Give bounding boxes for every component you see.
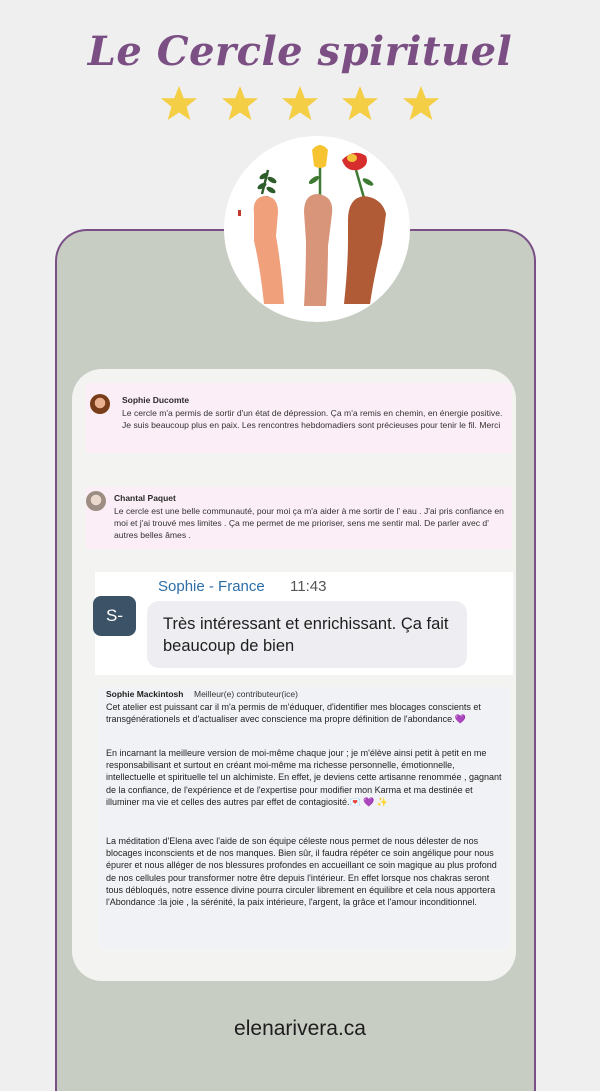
review-card — [86, 383, 512, 453]
page-title: Le Cercle spirituel — [87, 28, 513, 75]
reviewer-name: Sophie Ducomte — [122, 395, 190, 405]
star-icon — [221, 84, 259, 122]
chat-sender-name: Sophie - France — [158, 578, 265, 595]
star-rating — [0, 84, 600, 127]
star-icon — [402, 84, 440, 122]
reviewer-name: Chantal Paquet — [114, 493, 176, 503]
review-text: Le cercle m'a permis de sortir d'un état de dépression. Ça m'a remis en chemin, en énergie positive. Je suis beaucoup plus en paix. Les rencontres hebdomadiers sont précieuses pour tenir le fil. Merci — [122, 408, 503, 430]
star-icon — [341, 84, 379, 122]
chat-timestamp: 11:43 — [290, 578, 327, 595]
chat-message — [95, 572, 513, 675]
hands-holding-flowers-illustration — [224, 136, 410, 322]
avatar — [90, 394, 110, 414]
star-icon — [160, 84, 198, 122]
avatar: S- — [93, 596, 136, 636]
reviewer-name: Sophie Mackintosh — [106, 689, 184, 699]
heart-icon: 💜 — [454, 714, 466, 725]
review-paragraph: Cet atelier est puissant car il m'a permis de m'éduquer, d'identifier mes blocages conscients et transgénérationels et d'actualiser avec conscience ma propre définition de l'abondance.💜 — [106, 702, 481, 725]
review-paragraph: En incarnant la meilleure version de moi-même chaque jour ; je m'élève ainsi petit à petit en me responsabilisant et surtout en créant moi-même ma richesse personnelle, émotionnelle, intellectuelle et spirituelle tel un alchimiste. En effet, je deviens cette artisanne renommée , gagnant de la confiance, de l'expérience et de l'expertise pour modifier mon Karma et ma destinée et illuminer ma vie et celles des autres par effet de contagiosité.💌 💜 ✨ — [106, 748, 502, 807]
review-card — [86, 487, 512, 549]
star-icon — [281, 84, 319, 122]
long-review-card — [98, 687, 510, 949]
testimonials-card — [72, 369, 516, 981]
website-link[interactable]: elenarivera.ca — [234, 1017, 366, 1040]
contributor-badge: Meilleur(e) contributeur(ice) — [194, 689, 298, 699]
illustration-circle — [224, 136, 410, 322]
review-text: Le cercle est une belle communauté, pour moi ça m'a aider à me sortir de l' eau . J'ai pris confiance en moi et j'ai trouvé mes limites . Ça me permet de me prioriser, sens me sentir mal. De parler avec d' autres belles âmes . — [114, 506, 504, 540]
emoji-icons: 💌 💜 ✨ — [349, 796, 389, 807]
chat-message-text: Très intéressant et enrichissant. Ça fait beaucoup de bien — [163, 615, 449, 655]
chat-bubble — [147, 601, 467, 668]
review-paragraph: La méditation d'Elena avec l'aide de son équipe céleste nous permet de nous délester de nos blocages inconscients et de nos manques. Bien sûr, il faudra répéter ce soin angélique pour nous épurer et nous alléger de nos blessures profondes en accueillant ce soin magique au plus profond de nos cellules pour transformer notre être depuis l'intérieur. En effet lorsque nos chakras seront tous débloqués, notre essence divine pourra circuler librement en équilibre et cela nous apportera l'Abondance :la joie , la sérénité, la paix intérieure, l'argent, la grâce et l'amour inconditionnel. — [106, 836, 497, 908]
avatar — [86, 491, 106, 511]
